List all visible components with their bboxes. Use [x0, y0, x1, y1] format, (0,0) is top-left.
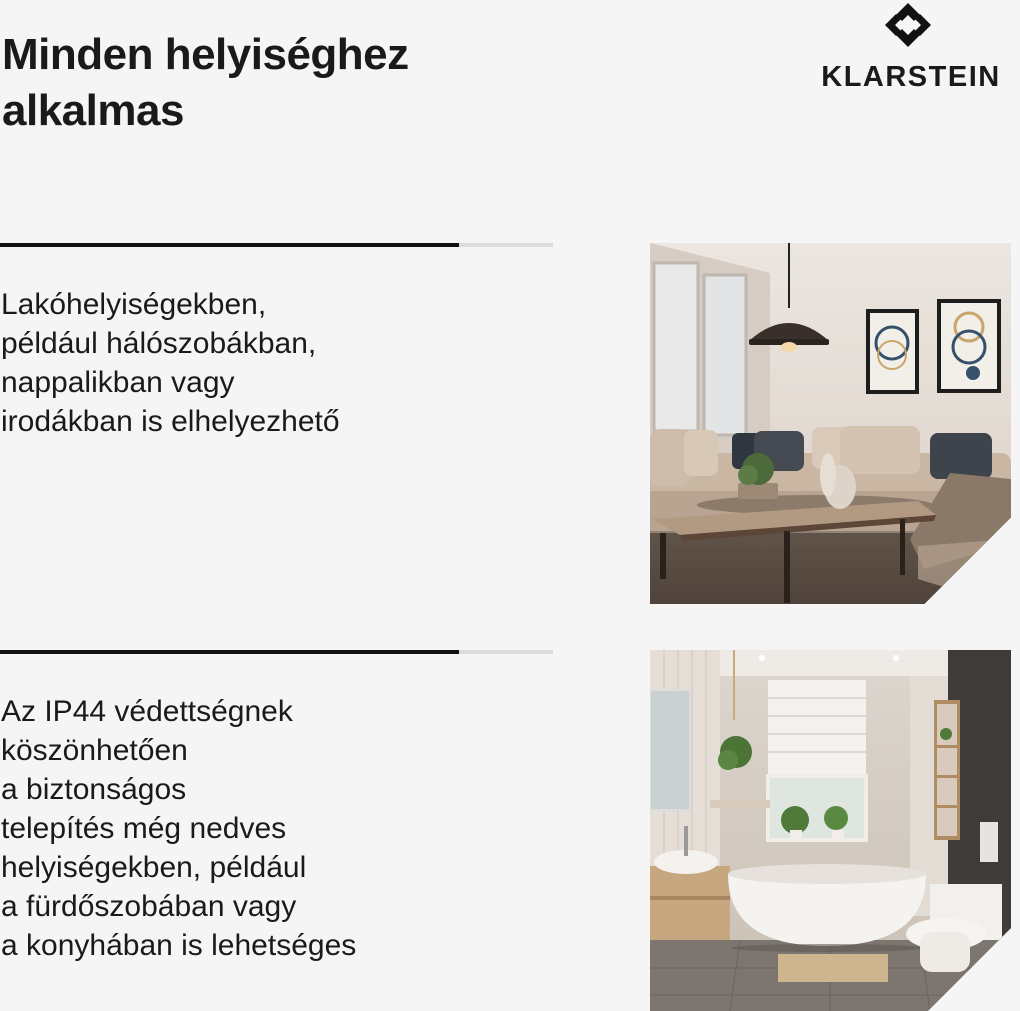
text-line: köszönhetően [1, 734, 188, 767]
section-text [1, 285, 340, 441]
text-line: a biztonságos [1, 773, 187, 806]
brand-logo [806, 0, 1016, 100]
text-line: a fürdőszobában vagy [1, 890, 297, 923]
text-line: telepítés még nedves [1, 812, 287, 845]
section-divider [0, 650, 553, 654]
living-room-photo [650, 243, 1011, 604]
text-line: helyiségekben, például [1, 851, 307, 884]
section-divider-fill [0, 243, 459, 247]
bathroom-photo [650, 650, 1011, 1011]
text-line: a konyhában is lehetséges [1, 929, 357, 962]
text-line: például hálószobákban, [1, 327, 317, 360]
section-text [1, 692, 356, 965]
section-divider-fill [0, 650, 459, 654]
text-line: Az IP44 védettségnek [1, 695, 293, 728]
text-line: Lakóhelyiségekben, [1, 288, 267, 321]
text-line: irodákban is elhelyezhető [1, 405, 340, 438]
section-divider [0, 243, 553, 247]
text-line: nappalikban vagy [1, 366, 235, 399]
title-line: Minden helyiséghez [2, 30, 409, 80]
klarstein-logo-icon [882, 0, 934, 50]
brand-name: KLARSTEIN [821, 61, 1001, 93]
title-line: alkalmas [2, 86, 184, 136]
page-title [2, 27, 522, 139]
